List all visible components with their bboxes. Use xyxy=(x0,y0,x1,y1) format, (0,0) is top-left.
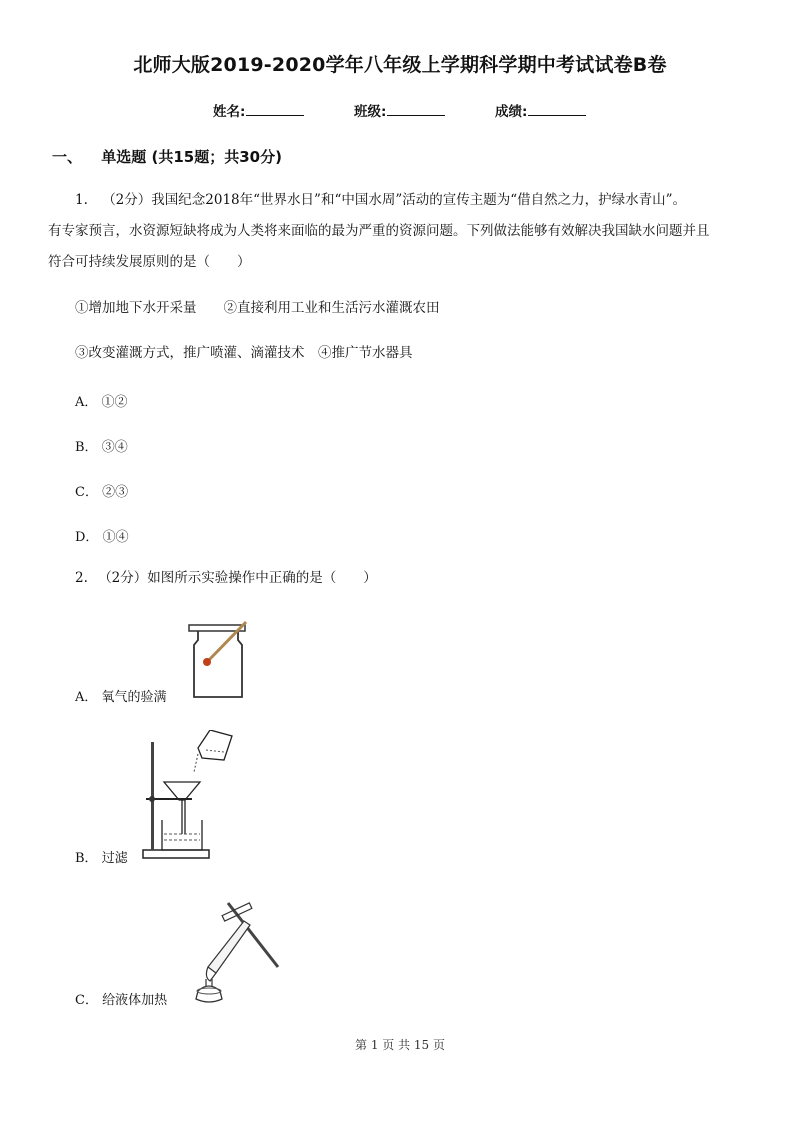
option-d[interactable] xyxy=(75,526,129,545)
option-letter: D． xyxy=(75,530,99,545)
class-label: 班级: xyxy=(354,104,387,120)
question-1-line-2: 有专家预言，水资源短缺将成为人类将来面临的最为严重的资源问题。下列做法能够有效解决我国缺水问题并且 xyxy=(48,223,710,239)
question-1-line-1 xyxy=(75,190,686,210)
statement-line-2: ③改变灌溉方式，推广喷灌、滴灌技术 ④推广节水器具 xyxy=(75,345,413,361)
heating-figure xyxy=(178,895,283,1005)
option-a[interactable] xyxy=(75,391,128,410)
question-stem: 我国纪念2018年“世界水日”和“中国水周”活动的宣传主题为“借自然之力，护绿水青山”。 xyxy=(151,192,687,208)
score-blank[interactable] xyxy=(528,102,586,116)
document-title: 北师大版2019-2020学年八年级上学期科学期中考试试卷B卷 xyxy=(133,54,667,76)
name-blank[interactable] xyxy=(246,102,304,116)
section-heading xyxy=(52,146,282,167)
section-number: 一、 xyxy=(52,148,83,166)
option-letter: A． xyxy=(75,395,98,410)
name-label: 姓名: xyxy=(213,104,246,120)
option-text: ①② xyxy=(101,395,128,410)
option-letter: A． xyxy=(75,690,98,705)
option-letter: C． xyxy=(75,993,98,1008)
option-text: 给液体加热 xyxy=(102,993,168,1008)
q2-option-c[interactable] xyxy=(75,989,167,1008)
page-footer: 第 1 页 共 15 页 xyxy=(355,1038,445,1052)
class-field xyxy=(354,100,445,120)
question-1-line-3: 符合可持续发展原则的是（ ） xyxy=(48,254,251,270)
score-field xyxy=(495,100,586,120)
statement-line-1: ①增加地下水开采量 ②直接利用工业和生活污水灌溉农田 xyxy=(75,300,440,316)
question-stem: 如图所示实验操作中正确的是（ ） xyxy=(147,570,377,586)
option-letter: C． xyxy=(75,485,98,500)
question-number: 1. xyxy=(75,192,88,208)
option-letter: B． xyxy=(75,851,98,866)
question-number: 2. xyxy=(75,570,88,586)
class-blank[interactable] xyxy=(387,102,445,116)
option-text: 过滤 xyxy=(101,851,128,866)
q2-option-b[interactable] xyxy=(75,847,128,866)
option-text: ③④ xyxy=(101,440,128,455)
question-score: （2分） xyxy=(102,192,152,208)
score-label: 成绩: xyxy=(495,104,528,120)
q2-option-a[interactable] xyxy=(75,686,167,705)
option-text: ①④ xyxy=(102,530,129,545)
question-2-line-1 xyxy=(75,568,377,588)
option-letter: B． xyxy=(75,440,98,455)
question-score: （2分） xyxy=(98,570,148,586)
section-title: 单选题 (共15题；共30分) xyxy=(101,148,282,166)
option-text: 氧气的验满 xyxy=(101,690,167,705)
name-field xyxy=(213,100,304,120)
option-text: ②③ xyxy=(102,485,129,500)
filtration-figure xyxy=(140,730,235,862)
option-b[interactable] xyxy=(75,436,128,455)
option-c[interactable] xyxy=(75,481,128,500)
gas-bottle-figure xyxy=(186,620,252,700)
